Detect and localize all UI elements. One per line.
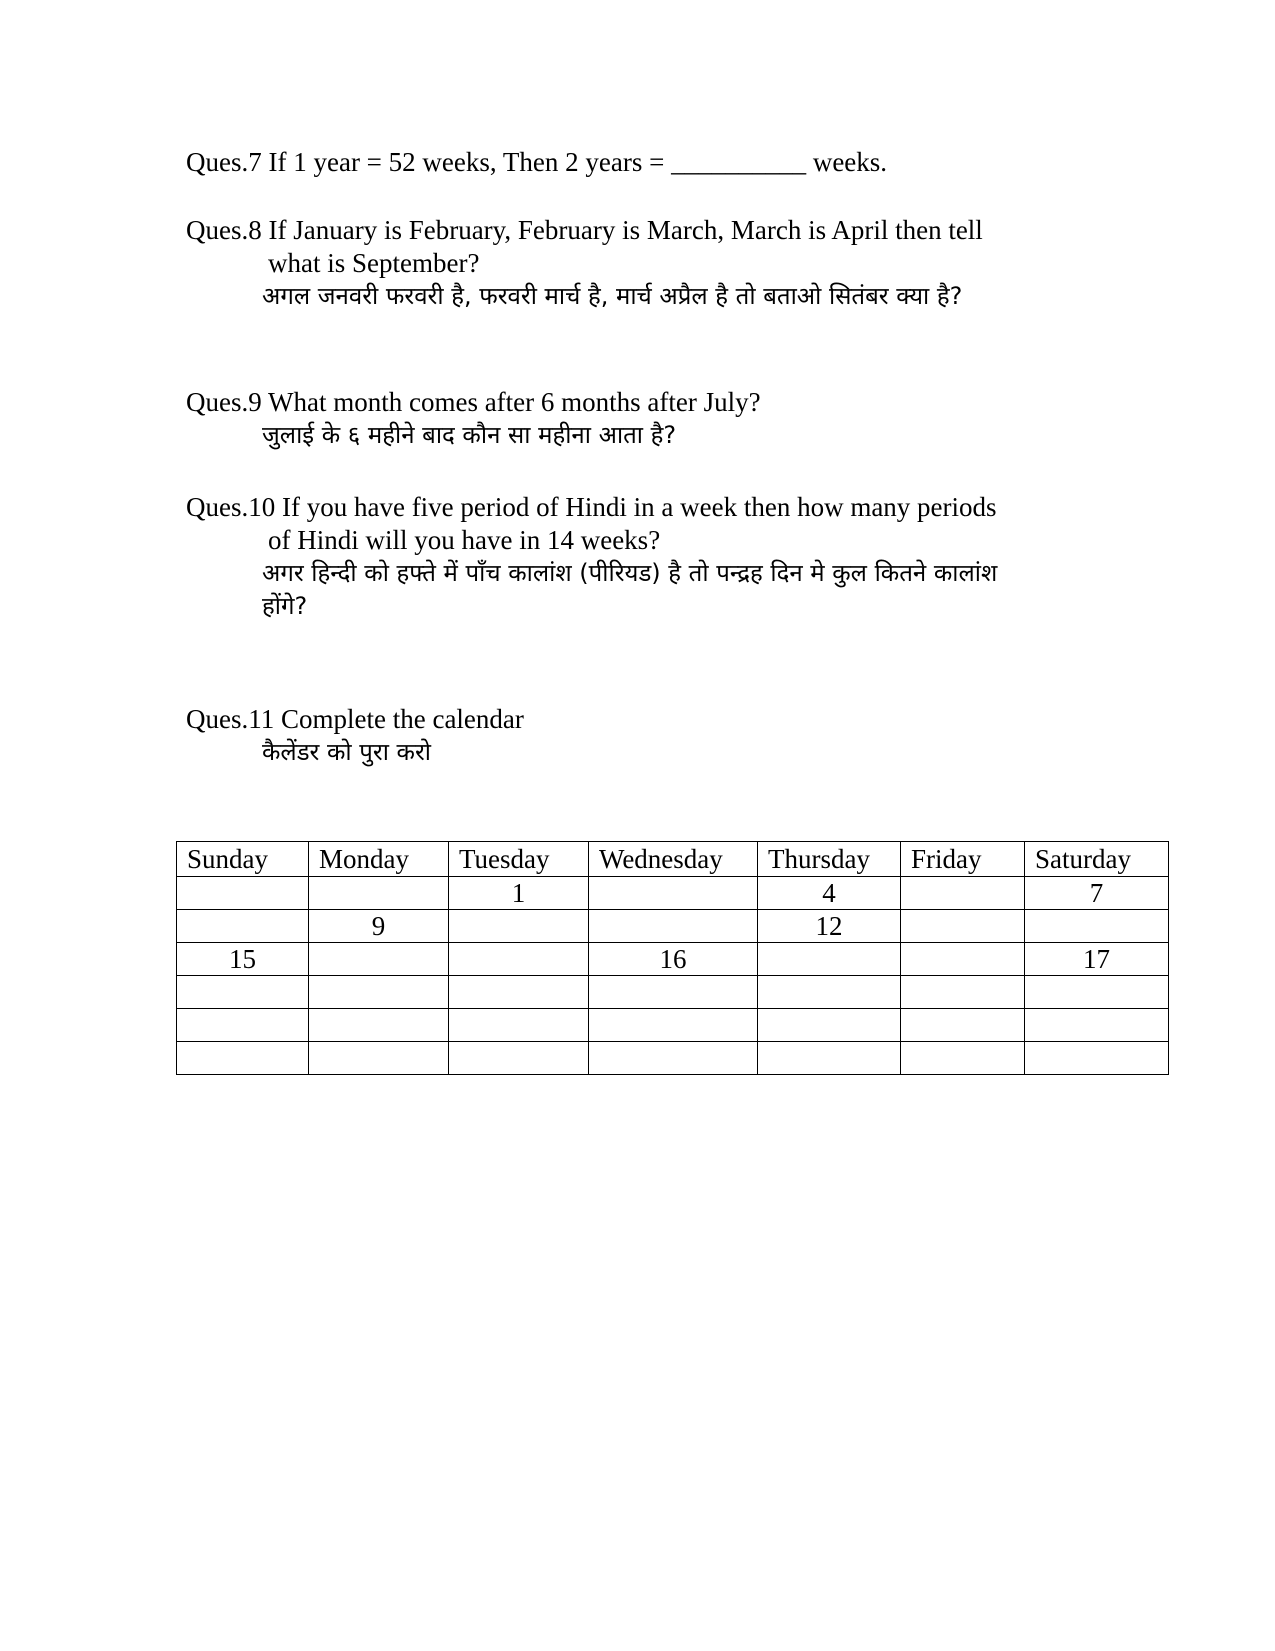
calendar-header-wednesday: Wednesday: [589, 842, 758, 877]
calendar-cell[interactable]: [1025, 1009, 1169, 1042]
calendar-cell[interactable]: 4: [758, 877, 901, 910]
calendar-cell[interactable]: [589, 910, 758, 943]
calendar-cell[interactable]: [449, 1042, 589, 1075]
calendar-header-thursday: Thursday: [758, 842, 901, 877]
question-11-text: Ques.11 Complete the calendar: [186, 704, 524, 734]
calendar-cell[interactable]: [589, 1009, 758, 1042]
calendar-row: [177, 877, 1169, 910]
calendar-cell[interactable]: 15: [177, 943, 309, 976]
calendar-cell[interactable]: [589, 1042, 758, 1075]
question-10: [186, 491, 997, 623]
calendar-cell[interactable]: [449, 976, 589, 1009]
calendar-header-row: [177, 842, 1169, 877]
calendar-cell[interactable]: [1025, 976, 1169, 1009]
calendar-cell[interactable]: 17: [1025, 943, 1169, 976]
question-9-text: Ques.9 What month comes after 6 months after July?: [186, 387, 761, 417]
question-10-text-cont: of Hindi will you have in 14 weeks?: [268, 525, 661, 555]
question-7-text: Ques.7 If 1 year = 52 weeks, Then 2 years = __________ weeks.: [186, 147, 888, 177]
calendar-row: [177, 943, 1169, 976]
calendar-cell[interactable]: [1025, 1042, 1169, 1075]
calendar-table: [176, 841, 1169, 1075]
question-7: [186, 146, 887, 179]
calendar-cell[interactable]: [1025, 910, 1169, 943]
calendar-header-sunday: Sunday: [177, 842, 309, 877]
calendar-cell[interactable]: [309, 976, 449, 1009]
calendar-cell[interactable]: [177, 910, 309, 943]
calendar-cell[interactable]: 7: [1025, 877, 1169, 910]
question-11-hindi: कैलेंडर को पुरा करो: [262, 738, 432, 766]
calendar-cell[interactable]: [758, 1009, 901, 1042]
calendar-cell[interactable]: [309, 1042, 449, 1075]
calendar-cell[interactable]: [309, 1009, 449, 1042]
calendar-cell[interactable]: [758, 1042, 901, 1075]
calendar-cell[interactable]: [901, 910, 1025, 943]
calendar-cell[interactable]: [449, 910, 589, 943]
calendar-row: [177, 1042, 1169, 1075]
calendar-cell[interactable]: [589, 877, 758, 910]
calendar-header-tuesday: Tuesday: [449, 842, 589, 877]
calendar-cell[interactable]: [901, 1009, 1025, 1042]
calendar-cell[interactable]: [309, 877, 449, 910]
question-8: [186, 214, 983, 313]
question-9-hindi: जुलाई के ६ महीने बाद कौन सा महीना आता है?: [262, 421, 677, 449]
calendar-cell[interactable]: 9: [309, 910, 449, 943]
question-8-text-cont: what is September?: [268, 248, 480, 278]
calendar-cell[interactable]: [177, 877, 309, 910]
question-10-hindi-cont: होंगे?: [262, 592, 308, 620]
calendar-row: [177, 910, 1169, 943]
calendar-header-saturday: Saturday: [1025, 842, 1169, 877]
calendar-cell[interactable]: 12: [758, 910, 901, 943]
calendar-cell[interactable]: [177, 1042, 309, 1075]
calendar-cell[interactable]: [449, 943, 589, 976]
calendar-cell[interactable]: [901, 1042, 1025, 1075]
calendar-cell[interactable]: [758, 943, 901, 976]
question-10-hindi: अगर हिन्दी को हफ्ते में पाँच कालांश (पीरियड) है तो पन्द्रह दिन मे कुल कितने कालांश: [262, 559, 998, 587]
calendar-cell[interactable]: [177, 1009, 309, 1042]
question-10-text: Ques.10 If you have five period of Hindi in a week then how many periods: [186, 492, 997, 522]
calendar-header-friday: Friday: [901, 842, 1025, 877]
calendar-cell[interactable]: [758, 976, 901, 1009]
question-9: [186, 386, 761, 452]
question-8-hindi: अगल जनवरी फरवरी है, फरवरी मार्च है, मार्च अप्रैल है तो बताओ सितंबर क्या है?: [262, 282, 963, 310]
calendar-cell[interactable]: [177, 976, 309, 1009]
calendar-row: [177, 976, 1169, 1009]
calendar-header-monday: Monday: [309, 842, 449, 877]
calendar-cell[interactable]: 16: [589, 943, 758, 976]
question-8-text: Ques.8 If January is February, February is March, March is April then tell: [186, 215, 983, 245]
question-11: [186, 703, 524, 769]
calendar-row: [177, 1009, 1169, 1042]
calendar-cell[interactable]: [449, 1009, 589, 1042]
calendar-cell[interactable]: [901, 976, 1025, 1009]
calendar-cell[interactable]: 1: [449, 877, 589, 910]
calendar-cell[interactable]: [901, 877, 1025, 910]
calendar-cell[interactable]: [309, 943, 449, 976]
calendar-cell[interactable]: [589, 976, 758, 1009]
calendar-cell[interactable]: [901, 943, 1025, 976]
